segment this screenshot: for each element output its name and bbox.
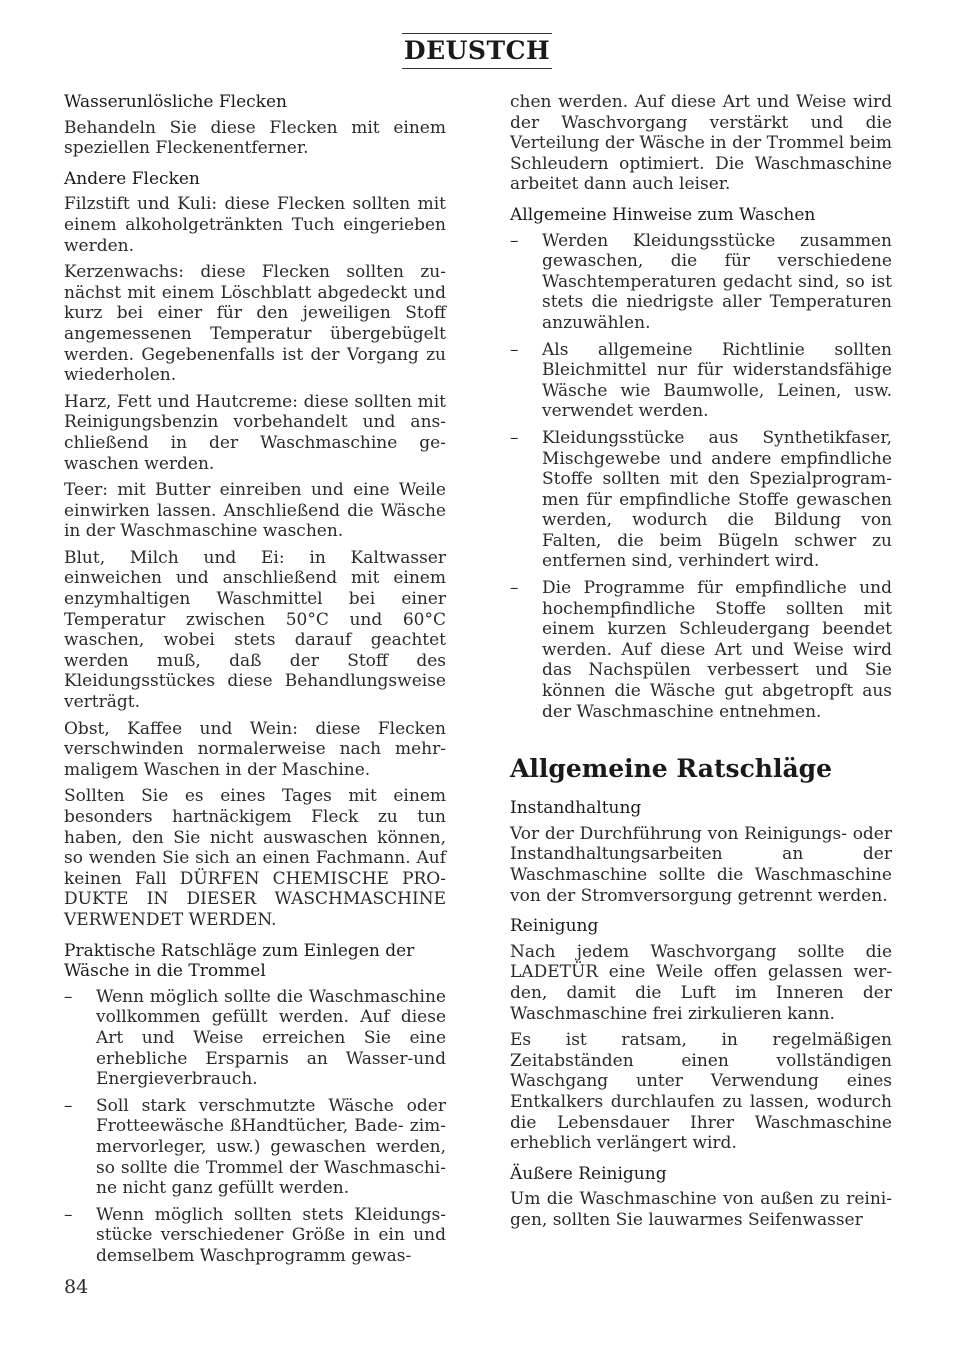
- list-item: – Werden Kleidungsstücke zusammen gewaschen, die für verschiedene Waschtemperaturen gedacht sind, so ist stets die niedrigste aller Temperaturen anzuwählen.: [510, 231, 892, 334]
- right-column: [510, 92, 892, 1237]
- paragraph: Obst, Kaffee und Wein: diese Flecken verschwinden normalerweise nach mehrmaligem Waschen in der Maschine.: [64, 718, 446, 780]
- list-item: – Als allgemeine Richtlinie sollten Bleichmittel nur für widerstandsfähige Wäsche wie Baumwolle, Leinen, usw. verwendet werden.: [510, 340, 892, 422]
- paragraph: Blut, Milch und Ei: in Kaltwasser einweichen und anschließend mit einem enzymhaltigen Waschmittel bei einer Temperatur zwischen 50°C und 60°C waschen, wobei stets darauf geachtet werden muß, daß der Stoff des Kleidungsstückes diese Behandlungsweise verträgt.: [64, 547, 446, 713]
- paragraph: Harz, Fett und Hautcreme: diese sollten mit Reinigungsbenzin vorbehandelt und anschließend in der Waschmaschine gewaschen werden.: [64, 391, 446, 474]
- loading-tips-list: [64, 987, 446, 1267]
- list-item: – Kleidungsstücke aus Synthetikfaser, Mischgewebe und andere empfindliche Stoffe sollten mit den Spezialprogrammen für empfindliche Stoffe gewaschen werden, wodurch die Bildung von Falten, die beim Bügeln schwer zu entfernen sind, verhindert wird.: [510, 428, 892, 572]
- paragraph: Um die Waschmaschine von außen zu reinigen, sollten Sie lauwarmes Seifenwasser: [510, 1189, 892, 1230]
- section-heading-exterior-cleaning: Äußere Reinigung: [510, 1163, 667, 1184]
- list-item: – Wenn möglich sollte die Waschmaschine vollkommen gefüllt werden. Auf diese Art und Weise erreichen Sie eine erhebliche Ersparnis an Wasser-und Energieverbrauch.: [64, 987, 446, 1090]
- section-heading-loading-tips: Praktische Ratschläge zum Einlegen der Wäsche in die Trommel: [64, 940, 415, 982]
- section-heading-cleaning: Reinigung: [510, 916, 599, 937]
- section-heading-other-stains: Andere Flecken: [64, 168, 200, 189]
- language-title: DEUSTCH: [402, 33, 552, 69]
- list-item: – Wenn möglich sollten stets Kleidungsstücke verschiedener Größe in ein und demselbem Waschprogramm gewas-: [64, 1205, 446, 1267]
- page-number: 84: [64, 1276, 89, 1298]
- washing-notes-list: [510, 231, 892, 723]
- list-item: – Soll stark verschmutzte Wäsche oder Frotteewäsche ßHandtücher, Bade- zimmervorleger, usw.) gewaschen werden, so sollte die Trommel der Waschmaschine nicht ganz gefüllt werden.: [64, 1096, 446, 1199]
- paragraph: Nach jedem Waschvorgang sollte die LADETÜR eine Weile offen gelassen werden, damit die Luft im Inneren der Waschmaschine frei zirkulieren kann.: [510, 941, 892, 1024]
- main-heading-general-advice: Allgemeine Ratschläge: [510, 754, 833, 784]
- paragraph: Teer: mit Butter einreiben und eine Weile einwirken lassen. Anschließend die Wäsche in der Waschmaschine waschen.: [64, 480, 446, 542]
- paragraph: Vor der Durchführung von Reinigungs- oder Instandhaltungsarbeiten an der Waschmaschine sollte die Waschmaschine von der Stromversorgung getrennt werden.: [510, 823, 892, 906]
- paragraph: Filzstift und Kuli: diese Flecken sollten mit einem alkoholgetränkten Tuch eingerieben werden.: [64, 194, 446, 256]
- left-column: [64, 92, 446, 1272]
- paragraph: Behandeln Sie diese Flecken mit einem speziellen Fleckenentferner.: [64, 117, 446, 159]
- section-heading-insoluble-stains: Wasserunlösliche Flecken: [64, 92, 287, 112]
- page-header: [0, 33, 954, 69]
- section-heading-maintenance: Instandhaltung: [510, 798, 642, 819]
- paragraph: Es ist ratsam, in regelmäßigen Zeitabständen einen vollständigen Waschgang unter Verwendung eines Entkalkers durchlaufen zu lassen, wodurch die Lebensdauer Ihrer Waschmaschine erheblich verlängert wird.: [510, 1030, 892, 1154]
- paragraph: Kerzenwachs: diese Flecken sollten zunächst mit einem Löschblatt abgedeckt und kurz bei einer für den jeweiligen Stoff angemessenen Temperatur übergebügelt werden. Gegebenenfalls ist der Vorgang zu wiederholen.: [64, 262, 446, 386]
- paragraph: Sollten Sie es eines Tages mit einem besonders hartnäckigem Fleck zu tun haben, den Sie nicht auswaschen können, so wenden Sie sich an einen Fachmann. Auf keinen Fall DÜRFEN CHEMISCHE PRODUKTE IN DIESER WASCHMASCHINE VERWENDET WERDEN.: [64, 786, 446, 930]
- section-heading-washing-notes: Allgemeine Hinweise zum Waschen: [510, 204, 816, 225]
- paragraph-continuation: chen werden. Auf diese Art und Weise wird der Waschvorgang verstärkt und die Verteilung der Wäsche in der Trommel beim Schleudern optimiert. Die Waschmaschine arbeitet dann auch leiser.: [510, 92, 892, 195]
- list-item: – Die Programme für empfindliche und hochempfindliche Stoffe sollten mit einem kurzen Schleudergang beendet werden. Auf diese Art und Weise wird das Nachspülen verbessert und Sie können die Wäsche gut abgetropft aus der Waschmaschine entnehmen.: [510, 578, 892, 722]
